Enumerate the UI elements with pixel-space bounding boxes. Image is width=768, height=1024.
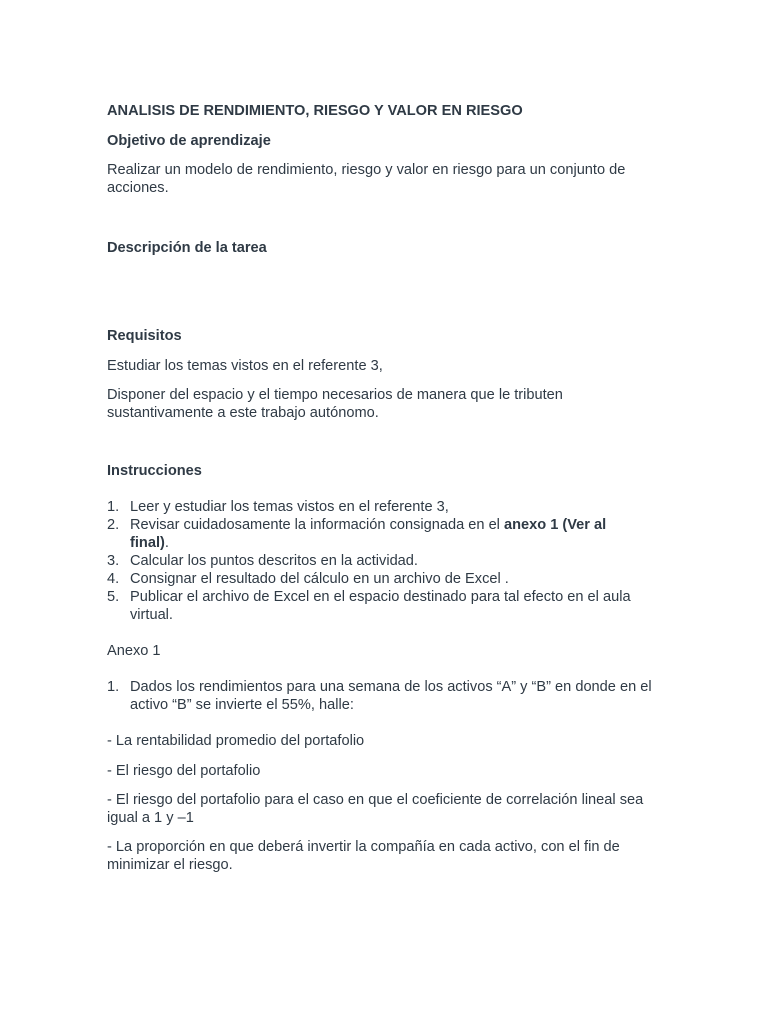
annex-bullet: - La rentabilidad promedio del portafolio [107, 733, 365, 749]
instructions-heading: Instrucciones [107, 463, 202, 479]
annex-bullet: - El riesgo del portafolio para el caso en que el coeficiente de correlación lineal sea igual a 1 y –1 [107, 792, 644, 826]
annex-bullet: - El riesgo del portafolio [107, 763, 261, 779]
instruction-text-part: . [164, 535, 169, 551]
annex-reference: anexo 1 (Ver al final) [130, 517, 607, 551]
requirement-item: Disponer del espacio y el tiempo necesarios de manera que le tributen sustantivamente a este trabajo autónomo. [107, 387, 563, 421]
instruction-text: Leer y estudiar los temas vistos en el referente 3, [130, 499, 449, 515]
objective-heading: Objetivo de aprendizaje [107, 133, 271, 149]
annex-bullet: - La proporción en que deberá invertir la compañía en cada activo, con el fin de minimizar el riesgo. [107, 839, 620, 873]
instruction-text [130, 516, 630, 552]
objective-text: Realizar un modelo de rendimiento, riesgo y valor en riesgo para un conjunto de acciones. [107, 162, 626, 196]
document-title: ANALISIS DE RENDIMIENTO, RIESGO Y VALOR EN RIESGO [107, 103, 523, 119]
list-number: 1. [107, 499, 120, 515]
instruction-text: Publicar el archivo de Excel en el espacio destinado para tal efecto en el aula virtual. [130, 589, 631, 623]
requirements-heading: Requisitos [107, 328, 182, 344]
annex-heading: Anexo 1 [107, 643, 161, 659]
instruction-text: Calcular los puntos descritos en la actividad. [130, 553, 418, 569]
instruction-text: Consignar el resultado del cálculo en un archivo de Excel . [130, 571, 509, 587]
list-number: 4. [107, 571, 120, 587]
task-heading: Descripción de la tarea [107, 240, 267, 256]
annex-item-text: Dados los rendimientos para una semana de los activos “A” y “B” en donde en el activo “B” se invierte el 55%, halle: [130, 679, 652, 713]
instruction-text-part: Revisar cuidadosamente la información consignada en el [130, 517, 504, 533]
list-number: 5. [107, 589, 120, 605]
list-number: 2. [107, 517, 120, 533]
list-number: 1. [107, 679, 120, 695]
requirement-item: Estudiar los temas vistos en el referente 3, [107, 358, 383, 374]
list-number: 3. [107, 553, 120, 569]
